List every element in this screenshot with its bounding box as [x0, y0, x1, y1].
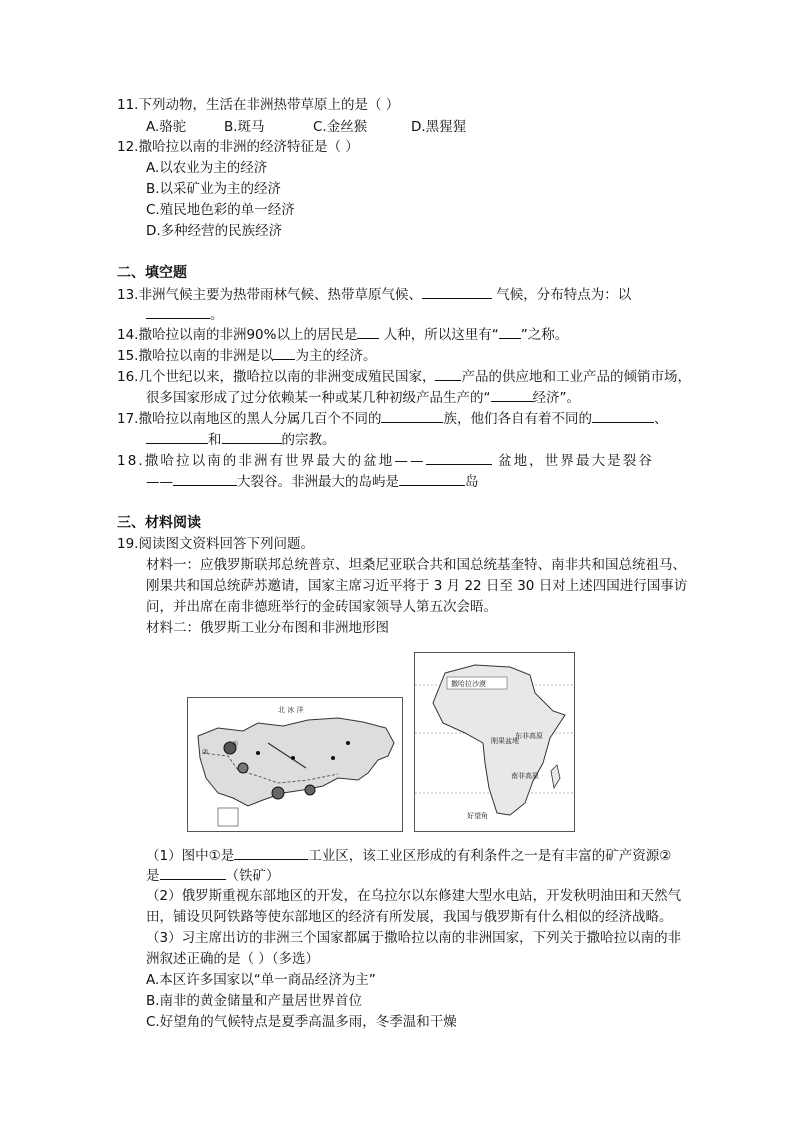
q18-blank-2[interactable]: [173, 471, 237, 486]
section-fill-blank-title: 二、填空题: [117, 265, 187, 281]
q18-blank-1[interactable]: [426, 450, 492, 465]
q15: 15.撒哈拉以南的非洲是以 为主的经济。: [117, 345, 376, 366]
q19-p1-blank-1[interactable]: [234, 845, 308, 860]
q14: 14.撒哈拉以南的非洲90%以上的居民是 人种，所以这里有“ ”之称。: [117, 324, 568, 345]
q13-blank-1[interactable]: [422, 284, 492, 299]
q14-blank-1[interactable]: [357, 324, 379, 339]
q11-stem: 11.下列动物，生活在非洲热带草原上的是（ ）: [117, 97, 400, 113]
africa-map-congo-label: 刚果盆地: [491, 737, 519, 745]
q19-part-2-line-2: 田，铺设贝阿铁路等使东部地区的经济有所发展，我国与俄罗斯有什么相似的经济战略。: [146, 909, 673, 925]
q19-part-1: （1）图中①是 工业区，该工业区形成的有利条件之一是有丰富的矿产资源②: [146, 845, 671, 866]
q17-blank-1[interactable]: [381, 408, 443, 423]
q12-option-d[interactable]: D.多种经营的民族经济: [146, 223, 283, 239]
africa-map-drawing: [415, 653, 574, 831]
q11-options: [146, 117, 467, 137]
russia-map-drawing: [188, 698, 402, 831]
q19-part-3-line-1: （3）习主席出访的非洲三个国家都属于撒哈拉以南的非洲国家，下列关于撒哈拉以南的非: [146, 930, 682, 946]
q17-blank-3[interactable]: [146, 429, 208, 444]
q18-cont: —— 大裂谷。非洲最大的岛屿是 岛: [146, 471, 479, 492]
q12-stem: 12.撒哈拉以南的非洲的经济特征是（ ）: [117, 139, 359, 155]
q18: 18.撒哈拉以南的非洲有世界最大的盆地—— 盆地，世界最大是裂谷: [117, 450, 654, 471]
africa-map-sahara-label: 撒哈拉沙漠: [451, 680, 486, 688]
africa-map-east-label: 东非高原: [515, 732, 543, 740]
q16-blank-2[interactable]: [491, 387, 533, 402]
q16: 16.几个世纪以来，撒哈拉以南的非洲变成殖民国家， 产品的供应地和工业产品的倾销市场，: [117, 366, 691, 387]
q19-p1-blank-2[interactable]: [160, 865, 226, 880]
q17-blank-2[interactable]: [592, 408, 654, 423]
q15-blank[interactable]: [273, 345, 295, 360]
russia-map-label-1: ①: [232, 740, 239, 748]
q14-blank-2[interactable]: [499, 324, 521, 339]
africa-map-cape-label: 好望角: [467, 812, 488, 820]
q11-option-c[interactable]: C.金丝猴: [313, 119, 368, 135]
q12-option-b[interactable]: B.以采矿业为主的经济: [146, 181, 282, 197]
q19-part-3-option-a[interactable]: A.本区许多国家以“单一商品经济为主”: [146, 972, 376, 988]
q19-material-1-line-2: 刚果共和国总统萨苏邀请，国家主席习近平将于 3 月 22 日至 30 日对上述四国进行国事访: [146, 578, 688, 594]
russia-map-sea-label: 北 冰 洋: [278, 706, 304, 714]
q13: 13.非洲气候主要为热带雨林气候、热带草原气候、 气候，分布特点为：以: [117, 284, 631, 305]
russia-map-label-2: ②: [202, 748, 209, 756]
q19-material-1-line-1: 材料一：应俄罗斯联邦总统普京、坦桑尼亚联合共和国总统基奎特、南非共和国总统祖马、: [146, 557, 686, 573]
q13-blank-2[interactable]: [146, 304, 210, 319]
q19-part-3-line-2: 洲叙述正确的是（ ）（多选）: [146, 951, 320, 967]
africa-map-south-label: 南非高原: [511, 772, 539, 780]
q19-material-2: 材料二：俄罗斯工业分布图和非洲地形图: [146, 620, 389, 636]
q18-blank-3[interactable]: [399, 471, 465, 486]
q17: 17.撒哈拉以南地区的黑人分属几百个不同的 族，他们各自有着不同的 、: [117, 408, 667, 429]
q16-blank-1[interactable]: [435, 366, 461, 381]
q17-blank-4[interactable]: [222, 429, 282, 444]
section-material-reading-title: 三、材料阅读: [117, 515, 201, 531]
q19-part-1-cont: 是 （铁矿）: [146, 865, 280, 886]
q19-material-1-line-3: 问，并出席在南非德班举行的金砖国家领导人第五次会晤。: [146, 599, 497, 615]
q19-part-3-option-b[interactable]: B.南非的黄金储量和产量居世界首位: [146, 993, 363, 1009]
q19-stem: 19.阅读图文资料回答下列问题。: [117, 536, 314, 552]
q16-cont: 很多国家形成了过分依赖某一种或某几种初级产品生产的“ 经济”。: [146, 387, 580, 408]
q11-option-d[interactable]: D.黑猩猩: [411, 119, 467, 135]
q17-cont: 和 的宗教。: [146, 429, 336, 450]
q12-option-c[interactable]: C.殖民地色彩的单一经济: [146, 202, 295, 218]
q11-option-b[interactable]: B.斑马: [224, 119, 265, 135]
russia-industry-map: [187, 697, 403, 832]
q19-part-3-option-c[interactable]: C.好望角的气候特点是夏季高温多雨，冬季温和干燥: [146, 1014, 457, 1030]
q19-part-2-line-1: （2）俄罗斯重视东部地区的开发，在乌拉尔以东修建大型水电站，开发秋明油田和天然气: [146, 888, 682, 904]
q12-option-a[interactable]: A.以农业为主的经济: [146, 160, 268, 176]
q11-option-a[interactable]: A.骆驼: [146, 119, 187, 135]
africa-terrain-map: [414, 652, 575, 832]
q13-cont: 。: [146, 304, 224, 325]
